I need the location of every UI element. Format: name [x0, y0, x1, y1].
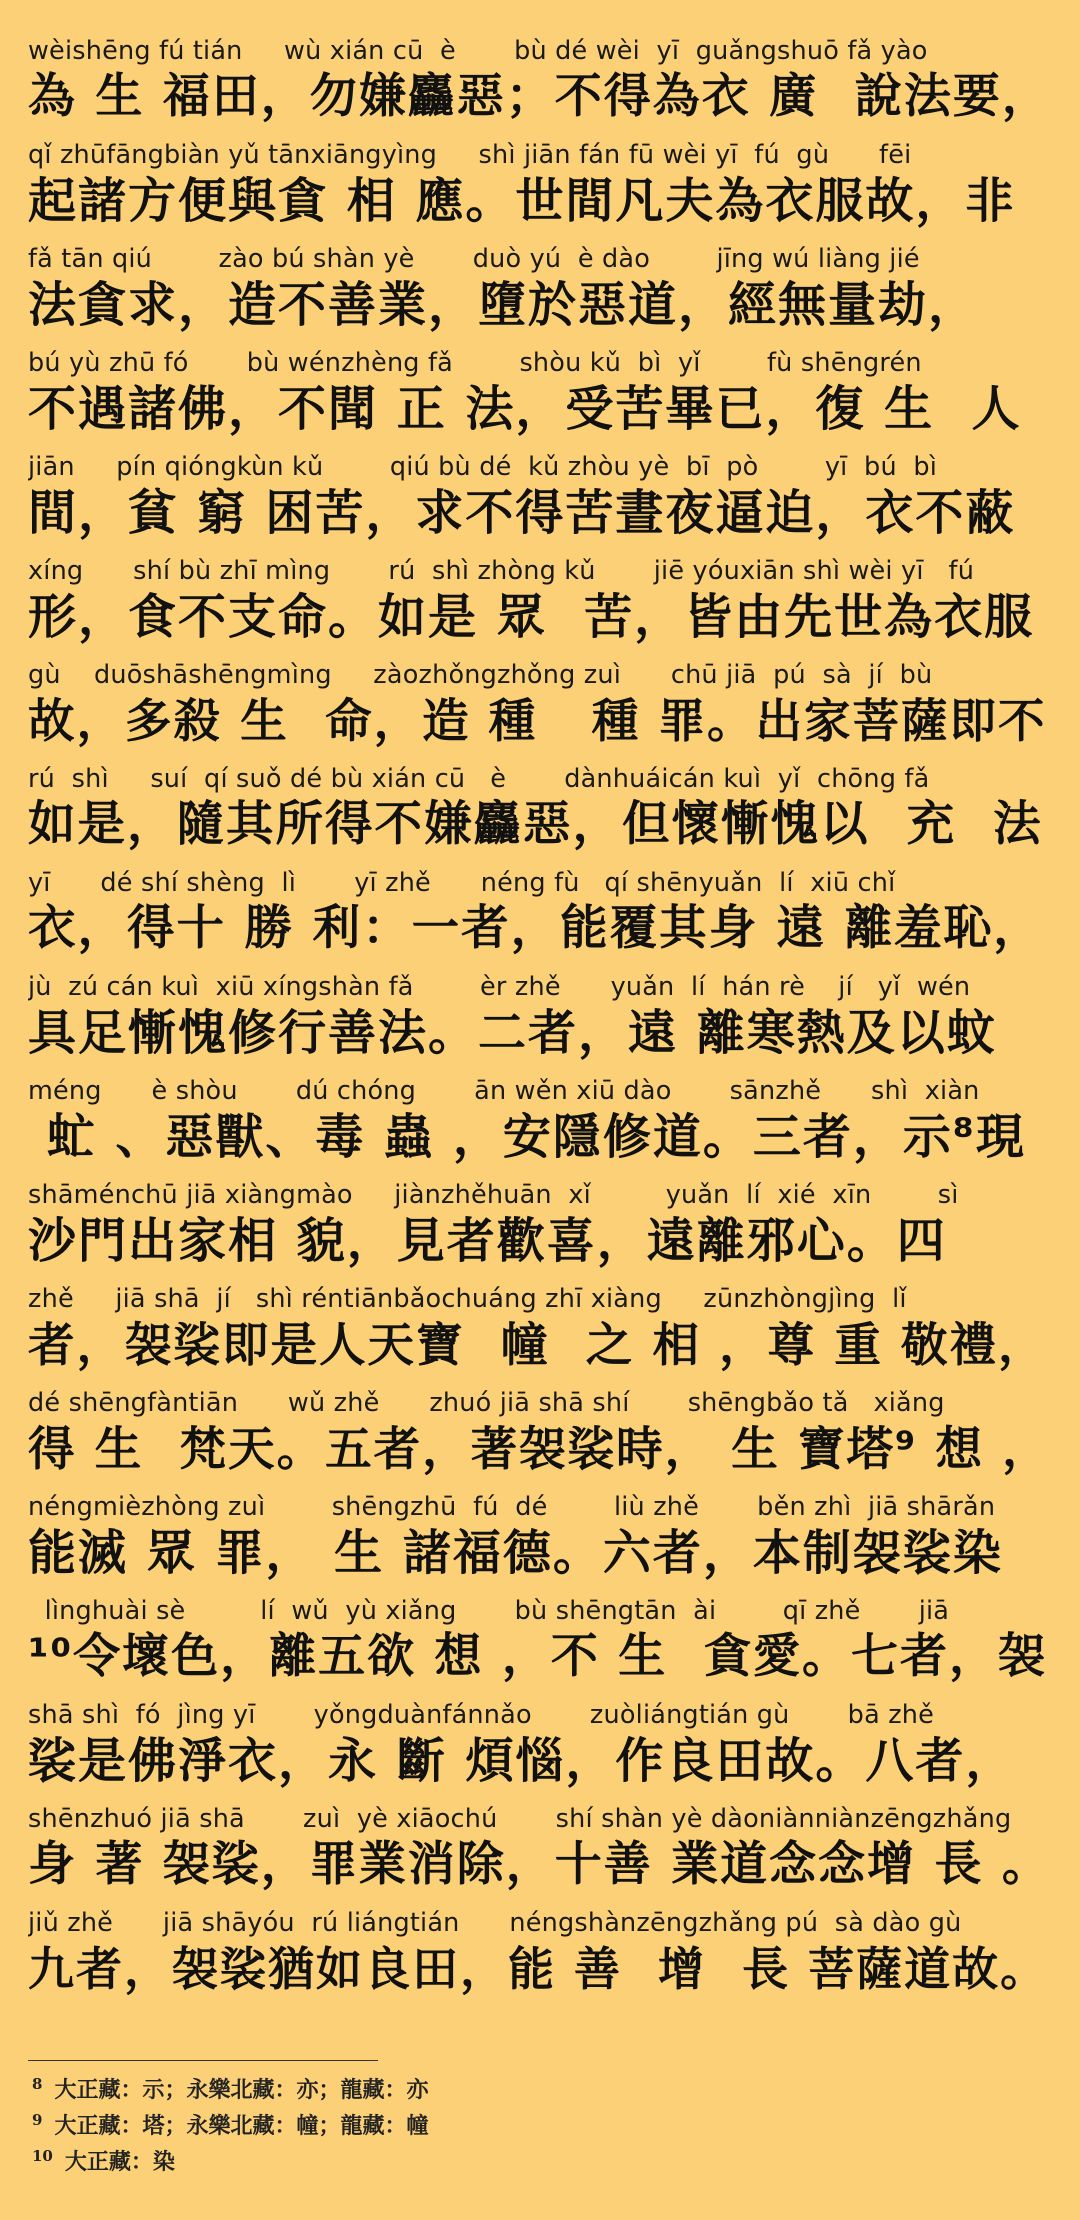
chinese-text: 虻 、惡獸、毒 蟲 ，安隱修道。三者，示⁸現: [28, 1109, 1026, 1165]
verse-line: [28, 556, 1052, 660]
chinese-text: 身 著 袈裟，罪業消除，十善 業道念念增 長 。: [28, 1837, 1051, 1892]
pinyin-annotation: néngmièzhòng zuì shēngzhū fú dé liù zhě běn zhì jiā shārǎn: [28, 1492, 996, 1522]
pinyin-annotation: lìnghuài sè lí wǔ yù xiǎng bù shēngtān ài qī zhě jiā: [28, 1596, 950, 1626]
verse-line: [28, 348, 1052, 452]
verse-line: [28, 452, 1052, 556]
pinyin-annotation: rú shì suí qí suǒ dé bù xián cū è dànhuáicán kuì yǐ chōng fǎ: [28, 764, 930, 794]
verse-line: [28, 1180, 1052, 1284]
chinese-text: 形，食不支命。如是 眾 苦，皆由先世為衣服: [28, 589, 1035, 645]
pinyin-annotation: yī dé shí shèng lì yī zhě néng fù qí shēnyuǎn lí xiū chǐ: [28, 868, 896, 898]
footnote-divider: [28, 2060, 378, 2061]
footnote-number: 8: [32, 2074, 43, 2093]
chinese-text: 法貪求，造不善業，墮於惡道，經無量劫，: [28, 277, 979, 333]
scripture-text: [28, 36, 1052, 2012]
footnote-number: 9: [32, 2110, 43, 2129]
verse-line: [28, 244, 1052, 348]
chinese-text: 不遇諸佛，不聞 正 法，受苦畢已，復 生 人: [28, 381, 1022, 437]
chinese-text: 者，袈裟即是人天寶 幢 之 相 ，尊 重 敬禮，: [28, 1318, 1047, 1372]
footnote-text: 大正藏：塔；永樂北藏：幢；龍藏：幢: [54, 2113, 429, 2139]
footnote-text: 大正藏：染: [64, 2149, 175, 2175]
pinyin-annotation: shā shì fó jìng yī yǒngduànfánnǎo zuòliángtián gù bā zhě: [28, 1700, 935, 1730]
verse-line: [28, 1596, 1052, 1700]
chinese-text: 如是，隨其所得不嫌麤惡，但懷慚愧以 充 法: [28, 797, 1043, 852]
verse-line: [28, 1076, 1052, 1180]
footnote: [32, 2144, 1032, 2180]
verse-line: [28, 764, 1052, 868]
footnote: [32, 2108, 1032, 2144]
chinese-text: 故，多殺 生 命，造 種 種 罪。出家菩薩即不: [28, 694, 1047, 748]
pinyin-annotation: qǐ zhūfāngbiàn yǔ tānxiāngyìng shì jiān fán fū wèi yī fú gù fēi: [28, 140, 912, 170]
chinese-text: 間，貧 窮 困苦，求不得苦晝夜逼迫，衣不蔽: [28, 485, 1016, 541]
chinese-text: 起諸方便與貪 相 應。世間凡夫為衣服故，非: [28, 173, 1016, 229]
chinese-text: 衣，得十 勝 利：一者，能覆其身 遠 離羞恥，: [28, 901, 1043, 956]
pinyin-annotation: méng è shòu dú chóng ān wěn xiū dào sānzhě shì xiàn: [28, 1076, 980, 1106]
verse-line: [28, 1492, 1052, 1596]
verse-line: [28, 972, 1052, 1076]
verse-line: [28, 660, 1052, 764]
footnote-text: 大正藏：示；永樂北藏：亦；龍藏：亦: [54, 2077, 429, 2103]
chinese-text: 裟是佛淨衣，永 斷 煩惱，作良田故。八者，: [28, 1733, 1016, 1789]
chinese-text: ¹⁰令壞色，離五欲 想 ，不 生 貪愛。七者，袈: [28, 1629, 1047, 1684]
verse-line: [28, 36, 1052, 140]
pinyin-annotation: jiǔ zhě jiā shāyóu rú liángtián néngshànzēngzhǎng pú sà dào gù: [28, 1908, 962, 1938]
pinyin-annotation: xíng shí bù zhī mìng rú shì zhòng kǔ jiē yóuxiān shì wèi yī fú: [28, 556, 975, 586]
pinyin-annotation: bú yù zhū fó bù wénzhèng fǎ shòu kǔ bì yǐ fù shēngrén: [28, 348, 922, 378]
pinyin-annotation: jiān pín qióngkùn kǔ qiú bù dé kǔ zhòu yè bī pò yī bú bì: [28, 452, 938, 482]
verse-line: [28, 1284, 1052, 1388]
verse-line: [28, 1388, 1052, 1492]
pinyin-annotation: fǎ tān qiú zào bú shàn yè duò yú è dào jīng wú liàng jié: [28, 244, 920, 274]
footnote-number: 10: [32, 2146, 53, 2165]
chinese-text: 沙門出家相 貌，見者歡喜，遠離邪心。四: [28, 1213, 947, 1269]
verse-line: [28, 140, 1052, 244]
verse-line: [28, 1700, 1052, 1804]
pinyin-annotation: gù duōshāshēngmìng zàozhǒngzhǒng zuì chū jiā pú sà jí bù: [28, 660, 933, 690]
footnote: [32, 2072, 1032, 2108]
chinese-text: 為 生 福田，勿嫌麤惡；不得為衣 廣 說法要，: [28, 69, 1051, 124]
chinese-text: 得 生 梵天。五者，著袈裟時， 生 寶塔⁹ 想 ，: [28, 1422, 1051, 1476]
chinese-text: 能滅 眾 罪， 生 諸福德。六者，本制袈裟染: [28, 1525, 1003, 1581]
pinyin-annotation: wèishēng fú tián wù xián cū è bù dé wèi yī guǎngshuō fǎ yào: [28, 36, 928, 66]
pinyin-annotation: jù zú cán kuì xiū xíngshàn fǎ èr zhě yuǎn lí hán rè jí yǐ wén: [28, 972, 971, 1002]
footnotes: [32, 2072, 1032, 2180]
pinyin-annotation: dé shēngfàntiān wǔ zhě zhuó jiā shā shí shēngbǎo tǎ xiǎng: [28, 1388, 945, 1418]
chinese-text: 具足慚愧修行善法。二者，遠 離寒熱及以蚊: [28, 1005, 997, 1061]
verse-line: [28, 1908, 1052, 2012]
verse-line: [28, 1804, 1052, 1908]
pinyin-annotation: zhě jiā shā jí shì réntiānbǎochuáng zhī xiàng zūnzhòngjìng lǐ: [28, 1284, 907, 1314]
pinyin-annotation: shēnzhuó jiā shā zuì yè xiāochú shí shàn yè dàoniànniànzēngzhǎng: [28, 1804, 1012, 1834]
verse-line: [28, 868, 1052, 972]
pinyin-annotation: shāménchū jiā xiàngmào jiànzhěhuān xǐ yuǎn lí xié xīn sì: [28, 1180, 959, 1210]
chinese-text: 九者，袈裟猶如良田，能 善 增 長 菩薩道故。: [28, 1942, 1049, 1996]
